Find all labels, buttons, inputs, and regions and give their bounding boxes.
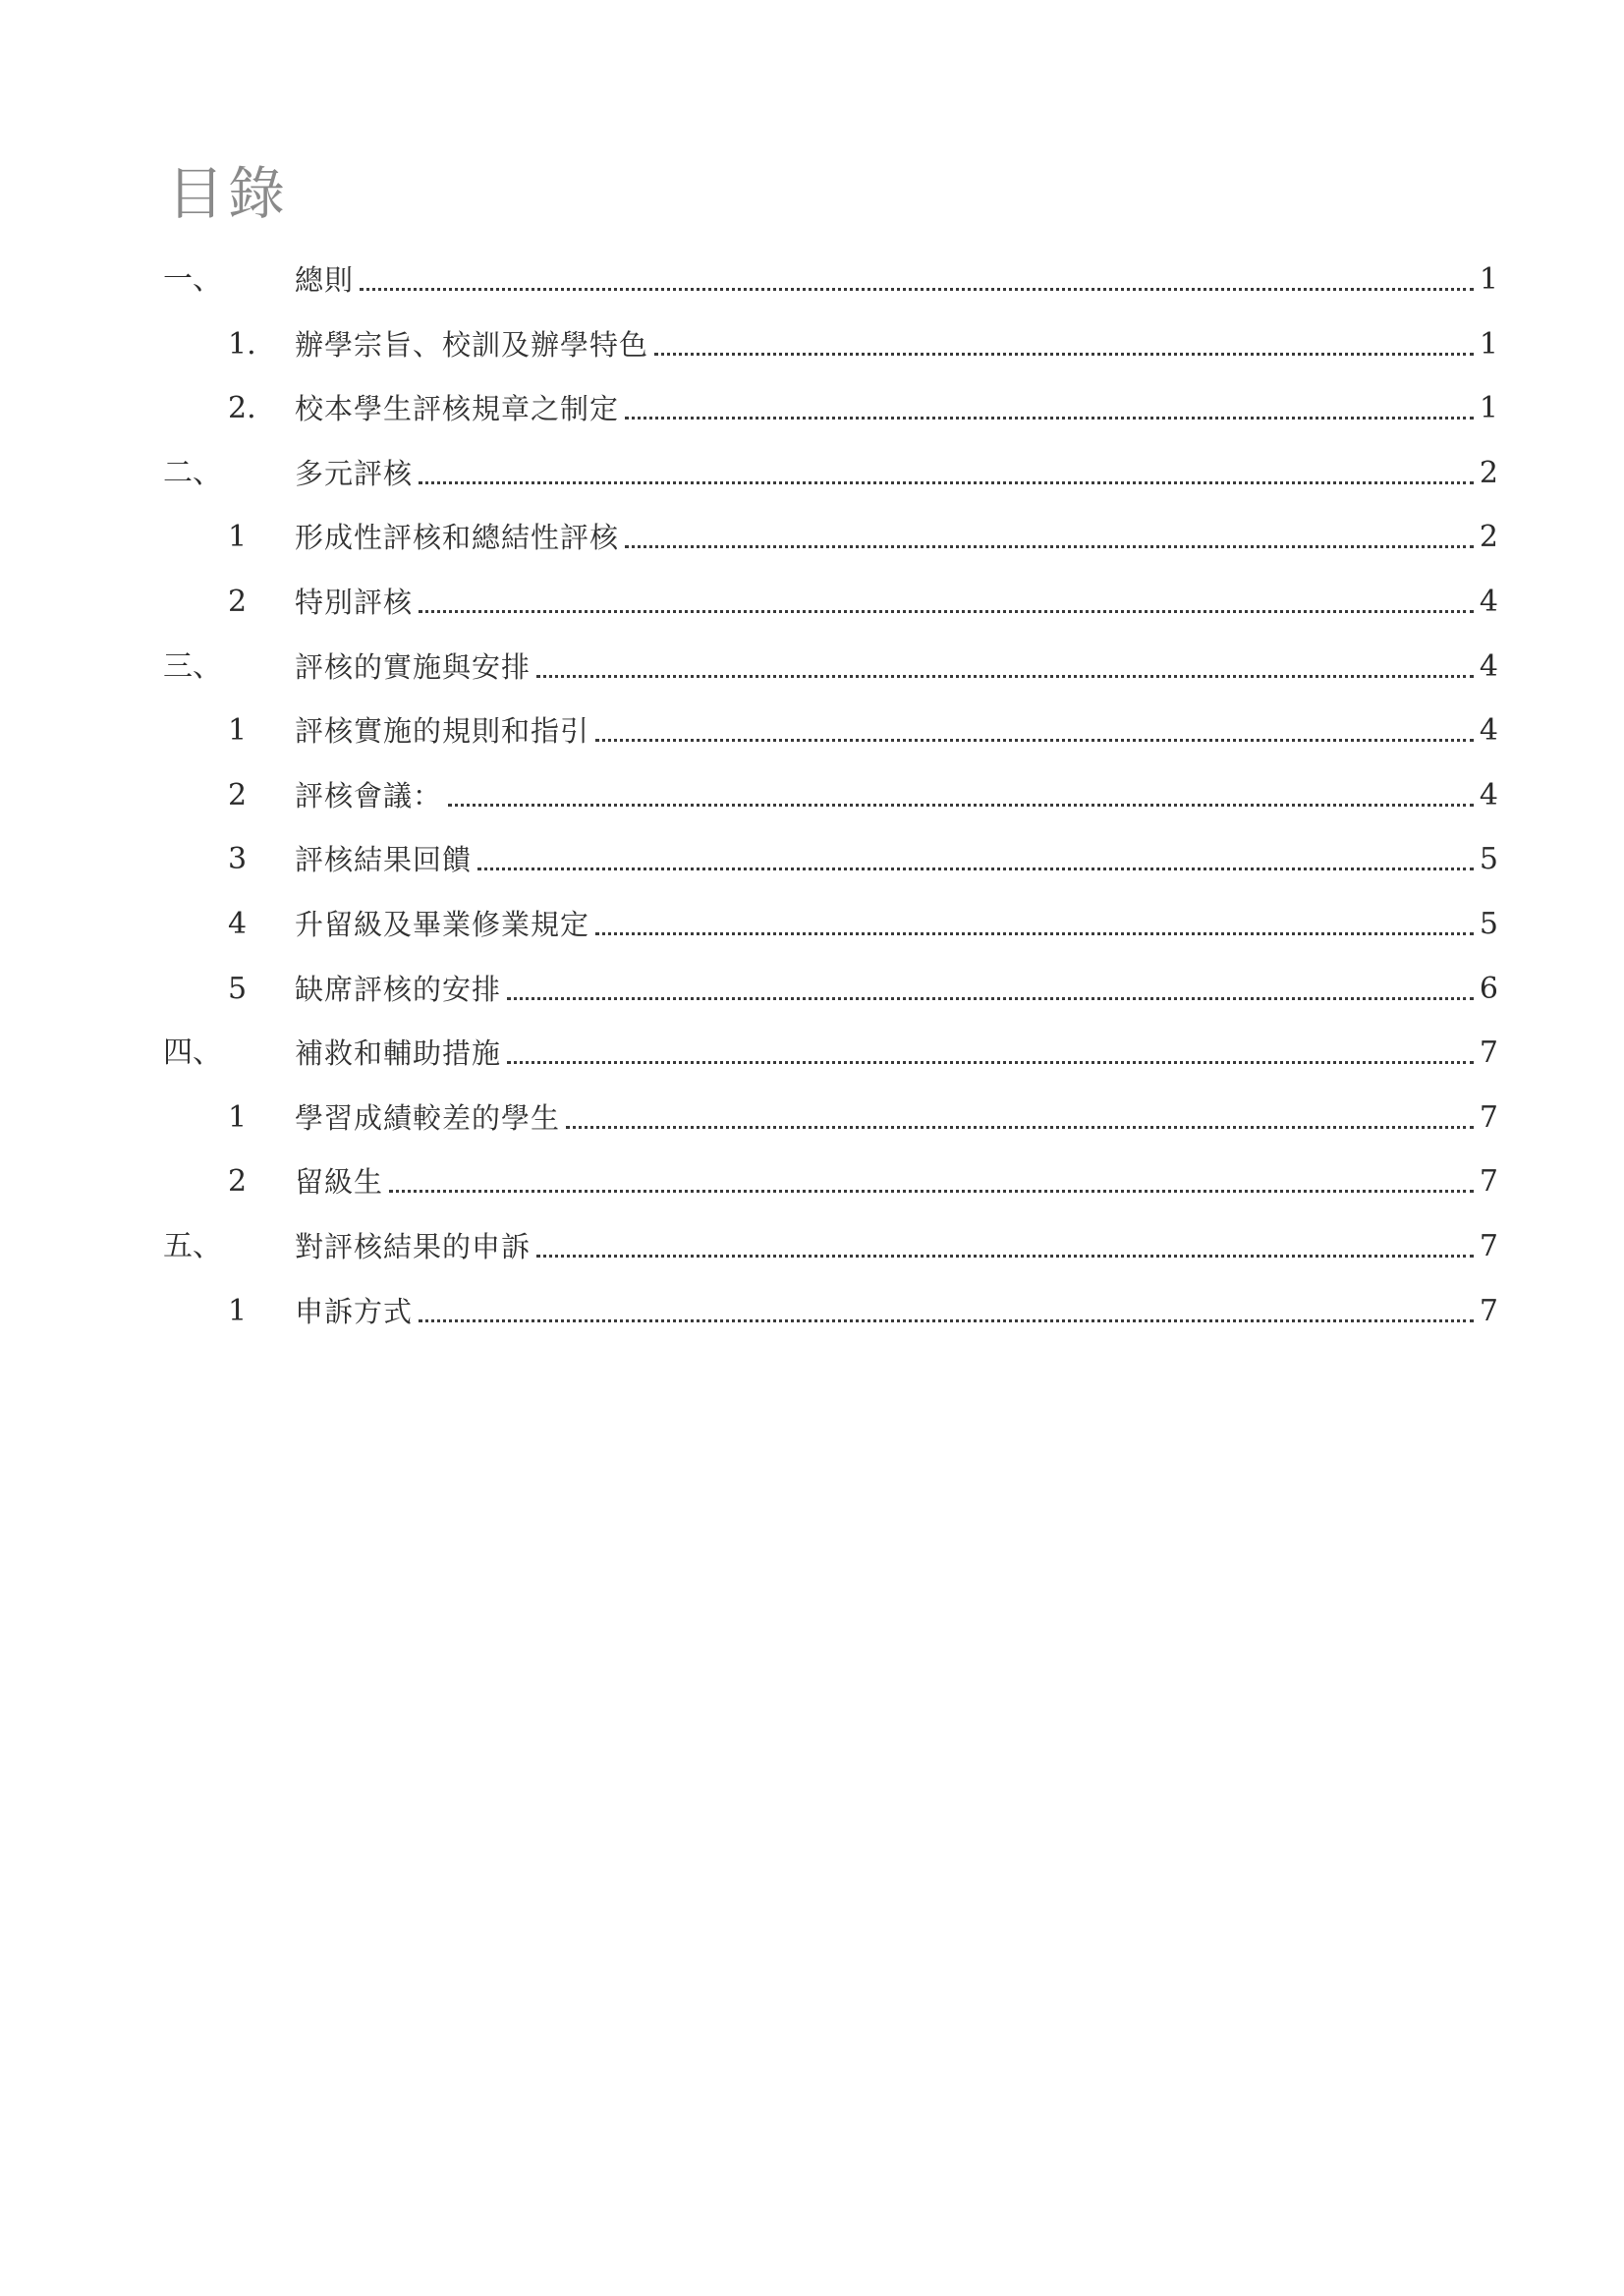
dot-leader	[360, 288, 1474, 291]
toc-entry[interactable]	[0, 766, 1624, 831]
toc-entry[interactable]	[0, 701, 1624, 766]
dot-leader	[595, 932, 1474, 935]
toc-entry-title: 缺席評核的安排	[295, 972, 502, 1006]
dot-leader	[536, 675, 1474, 678]
toc-entry-title: 特別評核	[295, 585, 414, 619]
toc-entry-page: 4	[1479, 648, 1498, 684]
toc-entry-page: 7	[1479, 1228, 1498, 1263]
toc-entry-title: 升留級及畢業修業規定	[295, 907, 590, 941]
dot-leader	[419, 481, 1474, 484]
toc-entry-page: 4	[1479, 777, 1498, 812]
toc-entry-page: 5	[1479, 906, 1498, 941]
toc-entry-page: 4	[1479, 713, 1498, 749]
toc-entry-title: 申訴方式	[295, 1294, 414, 1328]
toc-entry-page: 7	[1479, 1036, 1498, 1071]
toc-entry-title: 總則	[295, 263, 355, 297]
toc-entry-number: 1	[228, 520, 248, 555]
toc-entry[interactable]	[0, 251, 1624, 315]
toc-entry-page: 7	[1479, 1293, 1498, 1328]
toc-entry-title: 留級生	[295, 1165, 384, 1200]
toc-entry-number: 2	[228, 777, 248, 812]
toc-entry-number: 四、	[163, 1036, 222, 1071]
toc-entry-number: 3	[228, 842, 248, 877]
toc-entry[interactable]	[0, 638, 1624, 702]
dot-leader	[477, 868, 1474, 870]
toc-entry-number: 五、	[163, 1228, 222, 1263]
toc-entry[interactable]	[0, 830, 1624, 895]
toc-entry-page: 1	[1479, 326, 1498, 362]
toc-entry[interactable]	[0, 895, 1624, 960]
dot-leader	[507, 997, 1474, 1000]
toc-entry-page: 1	[1479, 262, 1498, 297]
dot-leader	[566, 1126, 1474, 1129]
dot-leader	[654, 353, 1474, 356]
toc-entry-title: 對評核結果的申訴	[295, 1229, 532, 1263]
toc-entry-title: 評核會議：	[295, 778, 443, 812]
toc-entry-number: 2	[228, 1164, 248, 1200]
dot-leader	[625, 417, 1474, 420]
table-of-contents	[0, 251, 1624, 1346]
toc-entry-page: 5	[1479, 842, 1498, 877]
toc-entry-title: 評核結果回饋	[295, 843, 473, 877]
toc-entry-number: 1	[228, 713, 248, 749]
dot-leader	[419, 610, 1474, 613]
toc-entry-number: 1	[228, 1293, 248, 1328]
toc-entry[interactable]	[0, 1152, 1624, 1217]
toc-entry-title: 多元評核	[295, 456, 414, 490]
toc-entry-page: 1	[1479, 391, 1498, 426]
toc-entry-page: 4	[1479, 584, 1498, 619]
toc-entry[interactable]	[0, 1024, 1624, 1089]
dot-leader	[507, 1061, 1474, 1064]
toc-entry-number: 1.	[228, 326, 256, 362]
toc-entry[interactable]	[0, 1282, 1624, 1347]
toc-entry-page: 7	[1479, 1099, 1498, 1135]
dot-leader	[536, 1255, 1474, 1258]
toc-entry-title: 補救和輔助措施	[295, 1036, 502, 1071]
page-title: 目錄	[167, 160, 290, 227]
toc-entry-page: 6	[1479, 971, 1498, 1006]
dot-leader	[625, 545, 1474, 548]
dot-leader	[389, 1190, 1474, 1193]
toc-entry-number: 一、	[163, 262, 222, 297]
toc-entry-title: 辦學宗旨、校訓及辦學特色	[295, 327, 649, 362]
toc-entry-number: 二、	[163, 455, 222, 490]
toc-entry-number: 5	[228, 971, 248, 1006]
toc-entry-title: 評核實施的規則和指引	[295, 714, 590, 749]
toc-entry-number: 2.	[228, 391, 256, 426]
toc-entry[interactable]	[0, 379, 1624, 444]
toc-entry-title: 形成性評核和總結性評核	[295, 521, 620, 555]
toc-entry-title: 評核的實施與安排	[295, 649, 532, 684]
toc-entry[interactable]	[0, 508, 1624, 573]
toc-entry-title: 學習成績較差的學生	[295, 1100, 561, 1135]
toc-entry-number: 4	[228, 906, 248, 941]
toc-entry[interactable]	[0, 960, 1624, 1025]
dot-leader	[595, 739, 1474, 742]
toc-entry[interactable]	[0, 444, 1624, 509]
toc-entry-number: 2	[228, 584, 248, 619]
toc-entry-number: 三、	[163, 648, 222, 684]
dot-leader	[448, 804, 1474, 807]
toc-entry-title: 校本學生評核規章之制定	[295, 392, 620, 426]
dot-leader	[419, 1319, 1474, 1322]
toc-entry-page: 7	[1479, 1164, 1498, 1200]
toc-entry-page: 2	[1479, 455, 1498, 490]
toc-entry[interactable]	[0, 1217, 1624, 1282]
toc-entry[interactable]	[0, 573, 1624, 638]
toc-entry-number: 1	[228, 1099, 248, 1135]
toc-entry[interactable]	[0, 315, 1624, 380]
toc-entry-page: 2	[1479, 520, 1498, 555]
toc-entry[interactable]	[0, 1089, 1624, 1153]
